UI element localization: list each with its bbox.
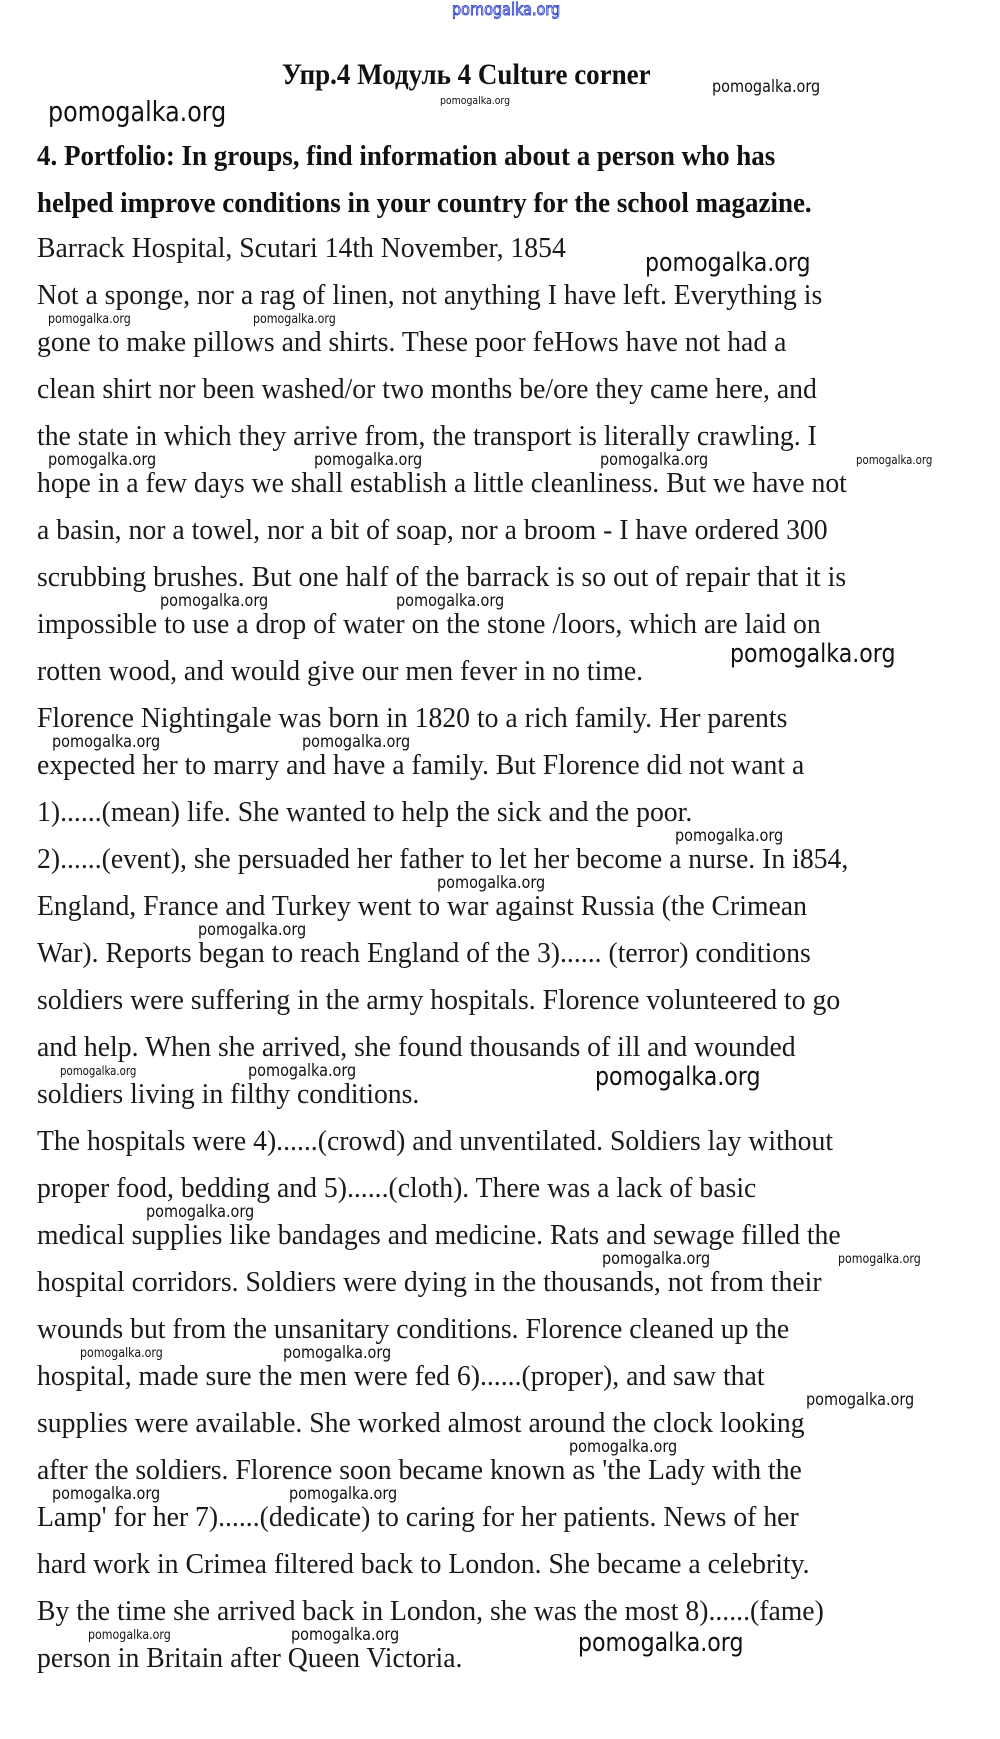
watermark: pomogalka.org xyxy=(452,0,561,20)
watermark: pomogalka.org xyxy=(146,1202,255,1222)
text-line: soldiers were suffering in the army hospitals. Florence volunteered to go xyxy=(37,984,841,1016)
watermark: pomogalka.org xyxy=(675,826,784,846)
text-line: impossible to use a drop of water on the stone /loors, which are laid on xyxy=(37,608,821,640)
watermark: pomogalka.org xyxy=(437,873,546,893)
text-line: supplies were available. She worked almost around the clock looking xyxy=(37,1407,805,1439)
watermark: pomogalka.org xyxy=(80,1346,163,1361)
exercise-heading xyxy=(37,133,812,227)
text-line: clean shirt nor been washed/or two months be/ore they came here, and xyxy=(37,373,817,405)
heading-line: 4. Portfolio: In groups, find information about a person who has xyxy=(37,140,776,172)
watermark: pomogalka.org xyxy=(88,1628,171,1643)
heading-line: helped improve conditions in your country for the school magazine. xyxy=(37,187,812,219)
watermark: pomogalka.org xyxy=(578,1628,744,1658)
watermark: pomogalka.org xyxy=(730,639,896,669)
text-line: medical supplies like bandages and medicine. Rats and sewage filled the xyxy=(37,1219,841,1251)
watermark: pomogalka.org xyxy=(289,1484,398,1504)
watermark: pomogalka.org xyxy=(52,1484,161,1504)
text-line: wounds but from the unsanitary conditions. Florence cleaned up the xyxy=(37,1313,790,1345)
text-line: Barrack Hospital, Scutari 14th November, 1854 xyxy=(37,232,566,264)
text-line: Lamp' for her 7)......(dedicate) to caring for her patients. News of her xyxy=(37,1501,799,1533)
text-line: proper food, bedding and 5)......(cloth). There was a lack of basic xyxy=(37,1172,757,1204)
text-line: The hospitals were 4)......(crowd) and unventilated. Soldiers lay without xyxy=(37,1125,834,1157)
text-line: person in Britain after Queen Victoria. xyxy=(37,1642,463,1674)
watermark: pomogalka.org xyxy=(48,95,227,128)
exercise-text xyxy=(37,225,887,1682)
text-line: hard work in Crimea filtered back to London. She became a celebrity. xyxy=(37,1548,810,1580)
watermark: pomogalka.org xyxy=(645,248,811,278)
text-line: soldiers living in filthy conditions. xyxy=(37,1078,420,1110)
watermark: pomogalka.org xyxy=(806,1390,915,1410)
watermark: pomogalka.org xyxy=(48,312,131,327)
text-line: Not a sponge, nor a rag of linen, not anything I have left. Everything is xyxy=(37,279,823,311)
text-line: and help. When she arrived, she found thousands of ill and wounded xyxy=(37,1031,796,1063)
watermark: pomogalka.org xyxy=(160,591,269,611)
watermark: pomogalka.org xyxy=(838,1252,921,1267)
text-line: 1)......(mean) life. She wanted to help the sick and the poor. xyxy=(37,796,693,828)
watermark: pomogalka.org xyxy=(302,732,411,752)
text-line: hospital corridors. Soldiers were dying in the thousands, not from their xyxy=(37,1266,822,1298)
watermark: pomogalka.org xyxy=(602,1249,711,1269)
text-line: expected her to marry and have a family. But Florence did not want a xyxy=(37,749,805,781)
watermark: pomogalka.org xyxy=(52,732,161,752)
watermark: pomogalka.org xyxy=(198,920,307,940)
text-line: hospital, made sure the men were fed 6)......(proper), and saw that xyxy=(37,1360,765,1392)
watermark: pomogalka.org xyxy=(283,1343,392,1363)
text-line: By the time she arrived back in London, she was the most 8)......(fame) xyxy=(37,1595,824,1627)
watermark: pomogalka.org xyxy=(48,450,157,470)
watermark: pomogalka.org xyxy=(60,1064,137,1078)
watermark: pomogalka.org xyxy=(856,453,933,467)
watermark: pomogalka.org xyxy=(600,450,709,470)
text-line: after the soldiers. Florence soon became known as 'the Lady with the xyxy=(37,1454,802,1486)
text-line: gone to make pillows and shirts. These poor feHows have not had a xyxy=(37,326,787,358)
watermark: pomogalka.org xyxy=(396,591,505,611)
watermark: pomogalka.org xyxy=(248,1061,357,1081)
watermark: pomogalka.org xyxy=(440,94,511,107)
watermark: pomogalka.org xyxy=(314,450,423,470)
watermark: pomogalka.org xyxy=(291,1625,400,1645)
watermark: pomogalka.org xyxy=(569,1437,678,1457)
text-line: rotten wood, and would give our men fever in no time. xyxy=(37,655,644,687)
text-line: scrubbing brushes. But one half of the barrack is so out of repair that it is xyxy=(37,561,847,593)
text-line: hope in a few days we shall establish a little cleanliness. But we have not xyxy=(37,467,847,499)
text-line: the state in which they arrive from, the transport is literally crawling. I xyxy=(37,420,817,452)
text-line: a basin, nor a towel, nor a bit of soap, nor a broom - I have ordered 300 xyxy=(37,514,828,546)
watermark: pomogalka.org xyxy=(595,1062,761,1092)
text-line: England, France and Turkey went to war against Russia (the Crimean xyxy=(37,890,807,922)
text-line: 2)......(event), she persuaded her father to let her become a nurse. In i854, xyxy=(37,843,849,875)
page-title: Упр.4 Модуль 4 Culture corner xyxy=(282,58,651,91)
text-line: War). Reports began to reach England of the 3)...... (terror) conditions xyxy=(37,937,811,969)
watermark: pomogalka.org xyxy=(712,77,821,97)
watermark: pomogalka.org xyxy=(253,312,336,327)
text-line: Florence Nightingale was born in 1820 to a rich family. Her parents xyxy=(37,702,788,734)
